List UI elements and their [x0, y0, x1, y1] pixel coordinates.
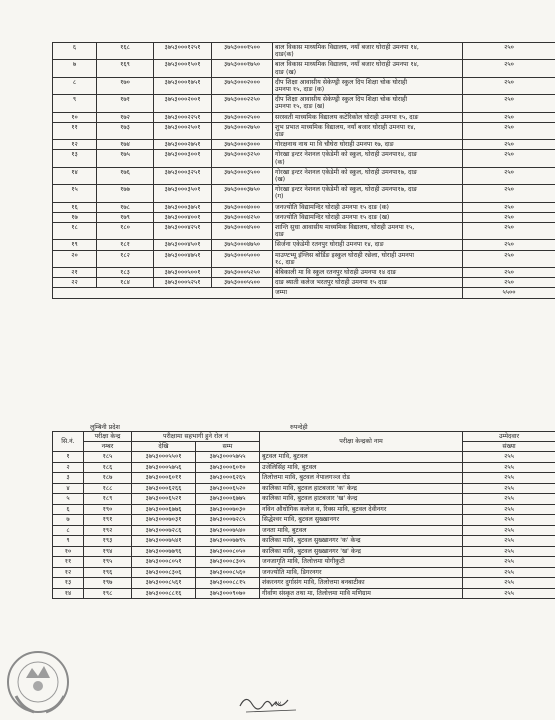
table-row — [53, 60, 555, 77]
center-name-line1: गोरखा इन्टर नेशनल एकेडेमी को स्कुल, घोराही उमनपा१७, दाङ — [275, 186, 417, 194]
cell-roll-from: ३७५३०००६५२१ — [132, 494, 196, 505]
cell-roll-from: ३७५३०००५७५६ — [132, 462, 196, 473]
table-row — [53, 462, 555, 473]
cell-center: १९८ — [84, 588, 132, 599]
cell-sn: १४ — [53, 588, 84, 599]
cell-center: १९४ — [84, 546, 132, 557]
cell-center: १७३ — [97, 122, 154, 139]
cell-count: २५५ — [463, 536, 555, 547]
cell-sn: २२ — [53, 278, 97, 288]
cell-center-name: तिलोत्तमा मावि, बुटवल नेपालगञ्ज रोड — [260, 473, 463, 484]
cell-center-name — [273, 212, 463, 222]
cell-roll-to: ३७५३०००८०५० — [196, 546, 260, 557]
cell-sn: २१ — [53, 268, 97, 278]
header-count: उम्मेदवार — [463, 432, 555, 442]
cell-roll-to: ३७५३०००२२५० — [212, 95, 273, 112]
center-name-line1: गोरक्षनाथ नाथ मा वि चौघेरा घोराही उमनपा १७, दाङ — [275, 141, 394, 149]
cell-count: २५५ — [463, 588, 555, 599]
cell-roll-from: ३७५३०००७२८६ — [132, 525, 196, 536]
table-row — [53, 122, 555, 139]
table-row — [53, 515, 555, 526]
table-row — [53, 43, 555, 60]
cell-roll-to: ३७५३०००४००० — [212, 202, 273, 212]
cell-roll-to: ३७५३०००३२५० — [212, 150, 273, 167]
header-center: परीक्षा केन्द्र — [84, 432, 132, 442]
cell-center: १८९ — [84, 494, 132, 505]
cell-roll-to: ३७५३०००८८१५ — [196, 578, 260, 589]
official-seal — [2, 638, 72, 716]
total-value: ५५०० — [463, 288, 555, 298]
cell-sn: १४ — [53, 167, 97, 184]
cell-roll-from: ३७५३०००१२५१ — [154, 43, 212, 60]
cell-center-name — [273, 140, 463, 150]
cell-sn: १३ — [53, 578, 84, 589]
cell-roll-from: ३७५३०००७७९६ — [132, 546, 196, 557]
center-name-line2: (ख) — [275, 176, 286, 184]
cell-roll-to: ३७५३०००६२६५ — [196, 473, 260, 484]
cell-center: १८३ — [97, 268, 154, 278]
cell-center-name: जनज्योति मावि, डिगरनगर — [260, 567, 463, 578]
cell-center-name — [273, 95, 463, 112]
cell-center-name — [273, 240, 463, 250]
cell-center: १८२ — [97, 250, 154, 267]
cell-sn: ९ — [53, 95, 97, 112]
cell-count: २५० — [463, 240, 555, 250]
cell-center: १८७ — [84, 473, 132, 484]
center-name-line2: दाङ — [275, 131, 284, 139]
cell-roll-from: ३७५३०००८३०६ — [132, 567, 196, 578]
section-header — [52, 422, 555, 430]
cell-center: १८८ — [84, 483, 132, 494]
cell-count: २५५ — [463, 525, 555, 536]
cell-sn: १८ — [53, 223, 97, 240]
cell-center: १८० — [97, 223, 154, 240]
cell-center-name: बुटवल मावि, बुटवल — [260, 452, 463, 463]
cell-count: २५५ — [463, 494, 555, 505]
center-name-line2: दाङ(क) — [275, 51, 294, 59]
cell-sn: १७ — [53, 212, 97, 222]
table-row — [53, 268, 555, 278]
cell-roll-to: ३७५३०००५७५५ — [196, 452, 260, 463]
cell-roll-to: ३७५३०००८३०५ — [196, 557, 260, 568]
cell-count: २५५ — [463, 452, 555, 463]
cell-center-name: सिद्धेश्वर मावि, बुटवल सुख्खानगर — [260, 515, 463, 526]
cell-sn: १ — [53, 452, 84, 463]
cell-count: २५० — [463, 202, 555, 212]
cell-sn: २० — [53, 250, 97, 267]
cell-sn: ११ — [53, 557, 84, 568]
cell-sn: ८ — [53, 525, 84, 536]
center-name-line2: (ग) — [275, 193, 284, 201]
cell-center: १७२ — [97, 112, 154, 122]
exam-center-table-1 — [52, 42, 555, 299]
cell-roll-from: ३७५३०००२५०१ — [154, 122, 212, 139]
cell-roll-from: ३७५३०००४५०१ — [154, 240, 212, 250]
table-row — [53, 473, 555, 484]
cell-sn: १९ — [53, 240, 97, 250]
cell-roll-to: ३७५३०००७०३० — [196, 504, 260, 515]
center-name-line1: दीप शिक्षा आवासीय सेकेण्ड्री स्कुल दिप शिक्षा चोक घोराही — [275, 96, 407, 104]
cell-roll-to: ३७५३०००२७५० — [212, 122, 273, 139]
table-row — [53, 240, 555, 250]
cell-center-name — [273, 202, 463, 212]
province-label: लुम्बिनी प्रदेश — [90, 424, 120, 431]
cell-sn: १२ — [53, 140, 97, 150]
center-name-line1: बेबिकाली मा वि स्कुल रतनपुर घोराही उमनपा १४ दाङ — [275, 269, 397, 277]
cell-count: २५५ — [463, 515, 555, 526]
cell-roll-from: ३७५३०००७५४१ — [132, 536, 196, 547]
cell-center-name — [273, 185, 463, 202]
cell-sn: १५ — [53, 185, 97, 202]
cell-roll-from: ३७५३०००६०११ — [132, 473, 196, 484]
cell-count: २५५ — [463, 567, 555, 578]
cell-roll-to: ३७५३०००३५०० — [212, 167, 273, 184]
table-row — [53, 95, 555, 112]
header-to: सम्म — [196, 442, 260, 452]
cell-roll-from: ३७५३०००८५६१ — [132, 578, 196, 589]
signature-text: १४ — [274, 700, 282, 708]
cell-center-name: जनता मावि, बुटवल — [260, 525, 463, 536]
center-name-line1: बाल विकास माध्यमिक विद्यालय, नयाँ बजार घोराही उमनपा १४, — [275, 44, 419, 51]
table-row — [53, 112, 555, 122]
table-row — [53, 578, 555, 589]
cell-roll-from: ३७५३०००३००१ — [154, 150, 212, 167]
center-name-line1: दीप शिक्षा आवासीय सेकेण्ड्री स्कुल दिप शिक्षा चोक घोराही — [275, 78, 407, 86]
cell-count: २५५ — [463, 473, 555, 484]
cell-sn: ९ — [53, 536, 84, 547]
cell-roll-from: ३७५३०००३५०१ — [154, 185, 212, 202]
cell-sn: ६ — [53, 43, 97, 60]
cell-roll-to: ३७५३०००६५२० — [196, 483, 260, 494]
table-row — [53, 250, 555, 267]
header-center-2: नम्बर — [84, 442, 132, 452]
table-row — [53, 452, 555, 463]
cell-count: २५० — [463, 95, 555, 112]
cell-center-name — [273, 223, 463, 240]
cell-roll-from: ३७५३०००१७५१ — [154, 77, 212, 94]
cell-center: १८६ — [84, 462, 132, 473]
district-label: रुपन्देही — [290, 424, 308, 431]
cell-sn: ३ — [53, 473, 84, 484]
center-name-line1: जनज्योति विद्यामन्दिर घोराही उमनपा १५ दाङ (ख) — [275, 213, 390, 221]
cell-center: १७७ — [97, 185, 154, 202]
cell-center: १९७ — [84, 578, 132, 589]
cell-center: १७८ — [97, 202, 154, 212]
total-row — [53, 288, 555, 298]
cell-roll-from: ३७५३०००५२५१ — [154, 278, 212, 288]
signature — [236, 692, 316, 716]
cell-center: १७९ — [97, 212, 154, 222]
cell-center-name — [273, 278, 463, 288]
cell-count: २५५ — [463, 557, 555, 568]
cell-center-name — [273, 250, 463, 267]
cell-center: १८१ — [97, 240, 154, 250]
cell-count: २५५ — [463, 546, 555, 557]
cell-center: १८५ — [84, 452, 132, 463]
cell-count: २५० — [463, 268, 555, 278]
cell-sn: ४ — [53, 483, 84, 494]
cell-center: १८४ — [97, 278, 154, 288]
cell-count: २५० — [463, 112, 555, 122]
table-row — [53, 150, 555, 167]
cell-sn: १३ — [53, 150, 97, 167]
table-row — [53, 77, 555, 94]
table-row — [53, 278, 555, 288]
table-row — [53, 525, 555, 536]
cell-roll-from: ३७५३०००५५०१ — [132, 452, 196, 463]
cell-roll-from: ३७५३०००३७५१ — [154, 202, 212, 212]
cell-center: १७० — [97, 77, 154, 94]
cell-roll-to: ३७५३०००४७५० — [212, 240, 273, 250]
cell-roll-to: ३७५३०००६०१० — [196, 462, 260, 473]
center-name-line1: सरस्वती माध्यमिक विद्यालय कटेरिकोल घोराही उमनपा १५, दाङ — [275, 113, 419, 121]
cell-center-name — [273, 60, 463, 77]
cell-roll-to: ३७५३०००२००० — [212, 77, 273, 94]
cell-count: २५० — [463, 140, 555, 150]
cell-center: १६८ — [97, 43, 154, 60]
cell-sn: १० — [53, 546, 84, 557]
table-row — [53, 536, 555, 547]
cell-roll-from: ३७५३०००२७५१ — [154, 140, 212, 150]
center-name-line2: दाङ (ख) — [275, 68, 297, 76]
cell-sn: १६ — [53, 202, 97, 212]
cell-center-name: शंकरनगर दुर्गासंग मावि, तिलोत्तमा बनबाटीका — [260, 578, 463, 589]
cell-count: २५० — [463, 278, 555, 288]
cell-roll-from: ३७५३०००७०३१ — [132, 515, 196, 526]
table-row — [53, 588, 555, 599]
center-name-line1: शुभ प्रभात माध्यमिक विद्यालय, नयाँ बजार घोराही उमनपा १४, — [275, 123, 416, 131]
cell-center: १७६ — [97, 167, 154, 184]
cell-roll-to: ३७५३०००२५०० — [212, 112, 273, 122]
cell-center-name — [273, 268, 463, 278]
cell-roll-from: ३७५३०००५००१ — [154, 268, 212, 278]
cell-center-name: जनजागृति मावि, तिलोत्तमा योगीकुटी — [260, 557, 463, 568]
table-row — [53, 546, 555, 557]
table-row — [53, 557, 555, 568]
cell-roll-to: ३७५३०००७५४० — [196, 525, 260, 536]
cell-center-name — [273, 150, 463, 167]
cell-roll-from: ३७५३०००६७७६ — [132, 504, 196, 515]
cell-center: १७५ — [97, 150, 154, 167]
cell-roll-to: ३७५३०००३००० — [212, 140, 273, 150]
cell-center-name: कालिका मावि, बुटवल हाटबजार 'क' केन्द्र — [260, 483, 463, 494]
cell-sn: ५ — [53, 494, 84, 505]
cell-roll-to: ३७५३०००१७५० — [212, 60, 273, 77]
cell-count: २५० — [463, 60, 555, 77]
cell-count: २५० — [463, 212, 555, 222]
cell-roll-to: ३७५३०००४२५० — [212, 212, 273, 222]
header-range: परीक्षामा सहभागी हुने रोल नं — [132, 432, 260, 442]
table-row — [53, 185, 555, 202]
table-row — [53, 140, 555, 150]
cell-roll-from: ३७५३०००२००१ — [154, 95, 212, 112]
center-name-line1: शान्ति सुधा आवासीय माध्यमिक विद्यालय, घोराही उमनपा १५, — [275, 224, 415, 232]
cell-roll-from: ३७५३०००१५०१ — [154, 60, 212, 77]
cell-roll-to: ३७५३०००७७९५ — [196, 536, 260, 547]
cell-center-name: कालिका मावि, बुटवल सुख्खानगर 'ख' केन्द्र — [260, 546, 463, 557]
cell-roll-to: ३७५३०००४५०० — [212, 223, 273, 240]
center-name-line1: दाङ ब्याती कलेज भरतपुर घोराही उमनपा १५ दाङ — [275, 279, 388, 287]
center-name-line1: जनज्योति विद्यामन्दिर घोराही उमनपा १५ दाङ (क) — [275, 203, 390, 211]
header-sn: सि.नं. — [53, 432, 84, 452]
center-name-line2: दाङ — [275, 231, 284, 239]
table-row — [53, 223, 555, 240]
cell-center: १९२ — [84, 525, 132, 536]
cell-count: २५५ — [463, 462, 555, 473]
cell-roll-from: ३७५३०००६२६६ — [132, 483, 196, 494]
table-row — [53, 483, 555, 494]
center-name-line2: उमनपा १५, दाङ (क) — [275, 86, 325, 94]
cell-roll-to: ३७५३०००१५०० — [212, 43, 273, 60]
cell-roll-to: ३७५३०००५००० — [212, 250, 273, 267]
cell-count: २५० — [463, 122, 555, 139]
cell-sn: ७ — [53, 60, 97, 77]
cell-roll-to: ३७५३०००८५६० — [196, 567, 260, 578]
cell-count: २५५ — [463, 483, 555, 494]
center-name-line2: १८, दाङ — [275, 258, 295, 266]
cell-count: २५५ — [463, 578, 555, 589]
cell-roll-to: ३७५३०००३७५० — [212, 185, 273, 202]
center-name-line2: (क) — [275, 158, 285, 166]
cell-count: २५० — [463, 43, 555, 60]
cell-roll-from: ३७५३०००४००१ — [154, 212, 212, 222]
header-from: देखि — [132, 442, 196, 452]
cell-sn: १२ — [53, 567, 84, 578]
table-row — [53, 202, 555, 212]
cell-center: १७१ — [97, 95, 154, 112]
center-name-line1: माउण्टभ्यू इंग्लिस बोर्डिङ इस्कुल घोराही रछेला, घोराही उमनपा — [275, 251, 415, 259]
cell-center-name: कालिका मावि, बुटवल हाटबजार 'ख' केन्द्र — [260, 494, 463, 505]
cell-center: १९३ — [84, 536, 132, 547]
cell-roll-from: ३७५३०००८८१६ — [132, 588, 196, 599]
cell-center: १९५ — [84, 557, 132, 568]
cell-center-name: नविन औधोगिक कलेज व, रिक्स मावि, बुटवल देवीनगर — [260, 504, 463, 515]
cell-roll-to: ३७५३०००९०७० — [196, 588, 260, 599]
cell-roll-from: ३७५३०००८०५१ — [132, 557, 196, 568]
cell-center: १७४ — [97, 140, 154, 150]
cell-roll-from: ३७५३०००४७५१ — [154, 250, 212, 267]
cell-count: २५५ — [463, 504, 555, 515]
cell-center-name — [273, 112, 463, 122]
cell-sn: ७ — [53, 515, 84, 526]
table-row — [53, 167, 555, 184]
table-row — [53, 494, 555, 505]
cell-sn: ६ — [53, 504, 84, 515]
cell-center-name — [273, 122, 463, 139]
center-name-line1: गोरखा इन्टर नेशनल एकेडेमी को स्कुल, घोराही उमनपा१४, दाङ — [275, 151, 417, 159]
cell-center-name: कालिका मावि, बुटवल सुख्खानगर 'क' केन्द्र — [260, 536, 463, 547]
total-label: जम्मा — [273, 288, 463, 298]
cell-roll-to: ३७५३०००७२८५ — [196, 515, 260, 526]
center-name-line1: गोरखा इन्टर नेशनल एकेडेमी को स्कुल, घोराही उमनपा१७, दाङ — [275, 168, 417, 176]
cell-count: २५० — [463, 185, 555, 202]
cell-center-name — [273, 167, 463, 184]
cell-sn: ८ — [53, 77, 97, 94]
header-name: परीक्षा केन्द्रको नाम — [260, 432, 463, 452]
cell-center-name: गीर्वाण संस्कृत तथा मा, तिलोत्तमा मावि मणिग्राम — [260, 588, 463, 599]
cell-roll-to: ३७५३०००६७७५ — [196, 494, 260, 505]
cell-count: २५० — [463, 167, 555, 184]
cell-sn: ११ — [53, 122, 97, 139]
cell-center-name — [273, 43, 463, 60]
cell-count: २५० — [463, 223, 555, 240]
cell-count: २५० — [463, 150, 555, 167]
center-name-line1: बाल विकास माध्यमिक विद्यालय, नयाँ बजार घोराही उमनपा १४, — [275, 61, 419, 69]
cell-center: १९१ — [84, 515, 132, 526]
cell-count: २५० — [463, 77, 555, 94]
table-row — [53, 567, 555, 578]
cell-roll-from: ३७५३०००२२५१ — [154, 112, 212, 122]
cell-center-name: उजेलिसिंह मावि, बुटवल — [260, 462, 463, 473]
center-name-line1: सिर्जना एकेडेमी रतनपुर घोराही उमनपा १४, दाङ — [275, 241, 384, 249]
cell-count: २५० — [463, 250, 555, 267]
center-name-line2: उमनपा १५, दाङ (ख) — [275, 103, 325, 111]
cell-sn: २ — [53, 462, 84, 473]
cell-roll-to: ३७५३०००५५०० — [212, 278, 273, 288]
cell-center-name — [273, 77, 463, 94]
cell-roll-to: ३७५३०००५२५० — [212, 268, 273, 278]
table-row — [53, 212, 555, 222]
cell-center: १९६ — [84, 567, 132, 578]
cell-center: १९० — [84, 504, 132, 515]
header-count-2: संख्या — [463, 442, 555, 452]
exam-center-table-2 — [52, 431, 555, 599]
total-empty — [53, 288, 273, 298]
table-row — [53, 504, 555, 515]
cell-sn: १० — [53, 112, 97, 122]
cell-center: १६९ — [97, 60, 154, 77]
cell-roll-from: ३७५३०००३२५१ — [154, 167, 212, 184]
cell-roll-from: ३७५३०००४२५१ — [154, 223, 212, 240]
